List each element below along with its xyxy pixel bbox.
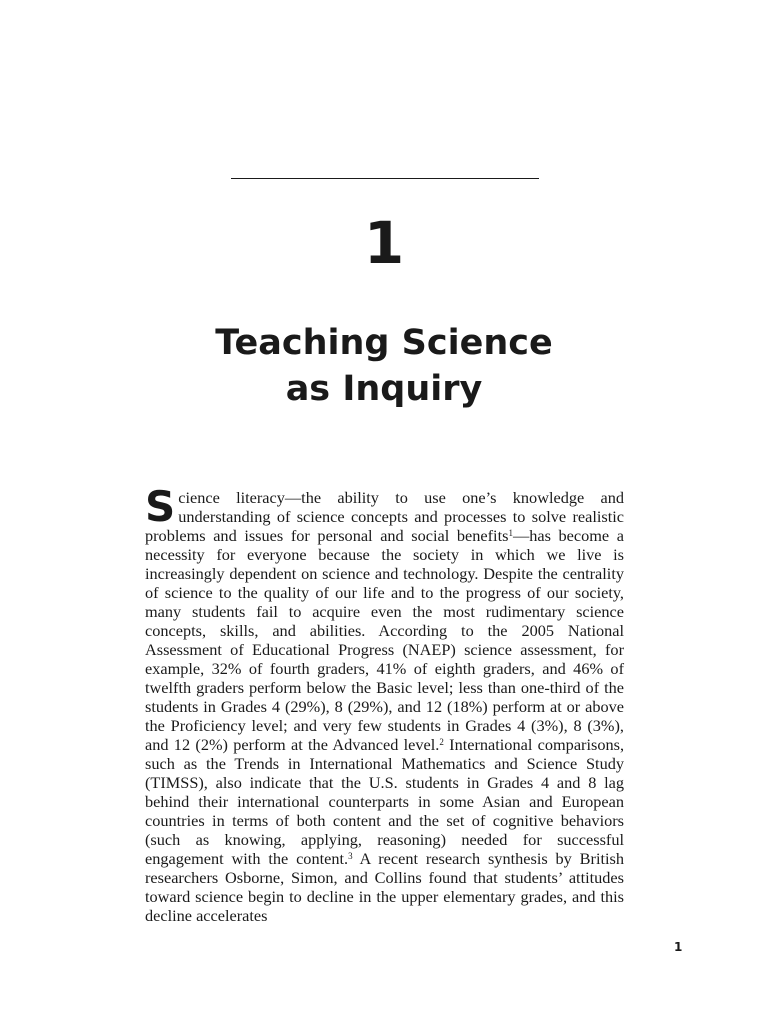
footnote-ref-1: 1 (508, 528, 513, 538)
body-segment-4: A recent research synthesis by British researchers Osborne, Simon, and Collins found that students’ attitudes toward science begin to decline in the upper elementary grades, and this decline accelerates (145, 849, 625, 925)
chapter-title-line-2: as Inquiry (285, 369, 483, 409)
body-segment-3: International comparisons, such as the Trends in International Mathematics and Science Study (TIMSS), also indicate that the U.S. students in Grades 4 and 8 lag behind their international counterparts in some Asian and European countries in terms of both content and the set of cognitive behaviors (such as knowing, applying, reasoning) needed for successful engagement with the content. (145, 735, 625, 868)
drop-cap: S (145, 482, 176, 531)
chapter-title-line-1: Teaching Science (215, 323, 553, 363)
chapter-rule (231, 178, 539, 179)
body-text (145, 482, 625, 925)
footnote-ref-3: 3 (348, 851, 353, 861)
body-paragraph (145, 482, 625, 925)
page-number: 1 (674, 940, 683, 954)
footnote-ref-2: 2 (439, 737, 444, 747)
body-segment-2: —has become a necessity for everyone because the society in which we live is increasingly dependent on science and technology. Despite the centrality of science to the quality of our life and to the progress of our society, many students fail to acquire even the most rudimentary science concepts, skills, and abilities. According to the 2005 National Assessment of Educational Progress (NAEP) science assessment, for example, 32% of fourth graders, 41% of eighth graders, and 46% of twelfth graders perform below the Basic level; less than one-third of the students in Grades 4 (29%), 8 (29%), and 12 (18%) perform at or above the Proficiency level; and very few students in Grades 4 (3%), 8 (3%), and 12 (2%) perform at the Advanced level. (145, 526, 624, 754)
chapter-number: 1 (363, 209, 405, 277)
chapter-title (0, 320, 768, 412)
body-segment-1: cience literacy—the ability to use one’s knowledge and understanding of science concepts and processes to solve realistic problems and issues for personal and social benefits (145, 488, 624, 545)
